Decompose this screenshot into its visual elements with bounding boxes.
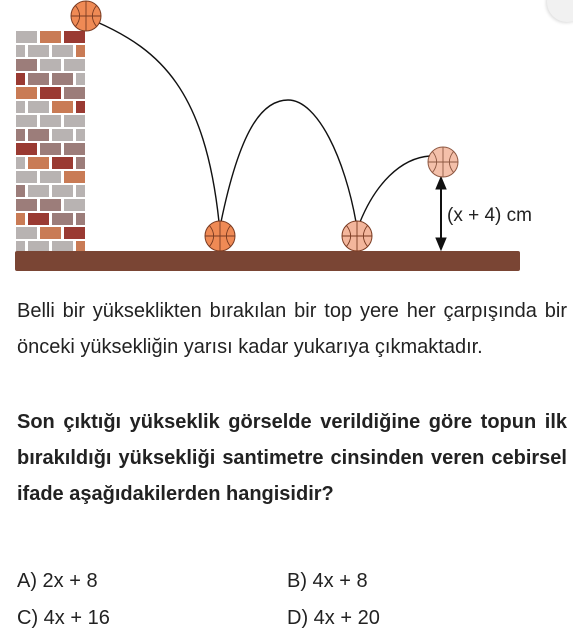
brick — [16, 73, 25, 85]
brick — [40, 31, 61, 43]
option-b[interactable]: B) 4x + 8 — [287, 570, 368, 592]
bouncing-ball-figure — [0, 0, 573, 290]
brick — [16, 227, 37, 239]
brick — [76, 241, 85, 251]
brick — [64, 227, 85, 239]
brick — [16, 87, 37, 99]
trajectory — [97, 22, 430, 222]
trajectory-bounce-2 — [360, 156, 430, 222]
brick — [40, 227, 61, 239]
brick — [16, 241, 25, 251]
brick — [16, 157, 25, 169]
brick — [40, 143, 61, 155]
brick — [76, 129, 85, 141]
brick — [28, 213, 49, 225]
brick — [52, 241, 73, 251]
ball-peak — [428, 147, 458, 177]
brick — [28, 241, 49, 251]
brick — [16, 185, 25, 197]
option-d[interactable]: D) 4x + 20 — [287, 607, 380, 629]
brick — [52, 213, 73, 225]
brick — [64, 171, 85, 183]
brick — [76, 45, 85, 57]
brick — [16, 129, 25, 141]
option-c[interactable]: C) 4x + 16 — [17, 607, 110, 629]
brick — [64, 199, 85, 211]
brick — [64, 143, 85, 155]
brick — [40, 115, 61, 127]
brick — [52, 185, 73, 197]
brick — [28, 129, 49, 141]
brick — [28, 185, 49, 197]
brick — [28, 45, 49, 57]
brick — [64, 59, 85, 71]
brick — [16, 31, 37, 43]
brick — [16, 59, 37, 71]
ball-start — [71, 1, 101, 31]
brick — [40, 199, 61, 211]
brick — [28, 157, 49, 169]
brick — [16, 213, 25, 225]
brick — [16, 45, 25, 57]
brick — [16, 101, 25, 113]
brick — [52, 157, 73, 169]
question-intro: Belli bir yükseklikten bırakılan bir top yere her çarpışında bir önceki yüksekliğin yarısı kadar yukarıya çıkmaktadır. — [17, 300, 567, 358]
brick — [16, 199, 37, 211]
brick — [40, 171, 61, 183]
brick — [52, 73, 73, 85]
brick — [40, 59, 61, 71]
option-a[interactable]: A) 2x + 8 — [17, 570, 98, 592]
height-arrow-icon — [436, 177, 446, 250]
brick — [52, 45, 73, 57]
question-prompt: Son çıktığı yükseklik görselde verildiğine göre topun ilk bırakıldığı yüksekliği santimetre cinsinden veren cebirsel ifade aşağıdakilerden hangisidir? — [17, 411, 567, 505]
brick — [28, 101, 49, 113]
brick — [76, 213, 85, 225]
brick — [52, 129, 73, 141]
brick — [52, 101, 73, 113]
ground — [15, 251, 520, 271]
ball-bounce-2 — [342, 221, 372, 251]
trajectory-drop — [97, 22, 219, 222]
brick — [16, 115, 37, 127]
brick — [40, 87, 61, 99]
brick-wall — [15, 30, 85, 251]
brick — [76, 185, 85, 197]
brick — [76, 101, 85, 113]
trajectory-bounce-1 — [221, 100, 356, 222]
brick — [64, 87, 85, 99]
brick — [64, 31, 85, 43]
brick — [16, 143, 37, 155]
brick — [76, 73, 85, 85]
ball-bounce-1 — [205, 221, 235, 251]
brick — [64, 115, 85, 127]
height-label: (x + 4) cm — [447, 205, 532, 226]
brick — [28, 73, 49, 85]
brick — [76, 157, 85, 169]
brick — [16, 171, 37, 183]
